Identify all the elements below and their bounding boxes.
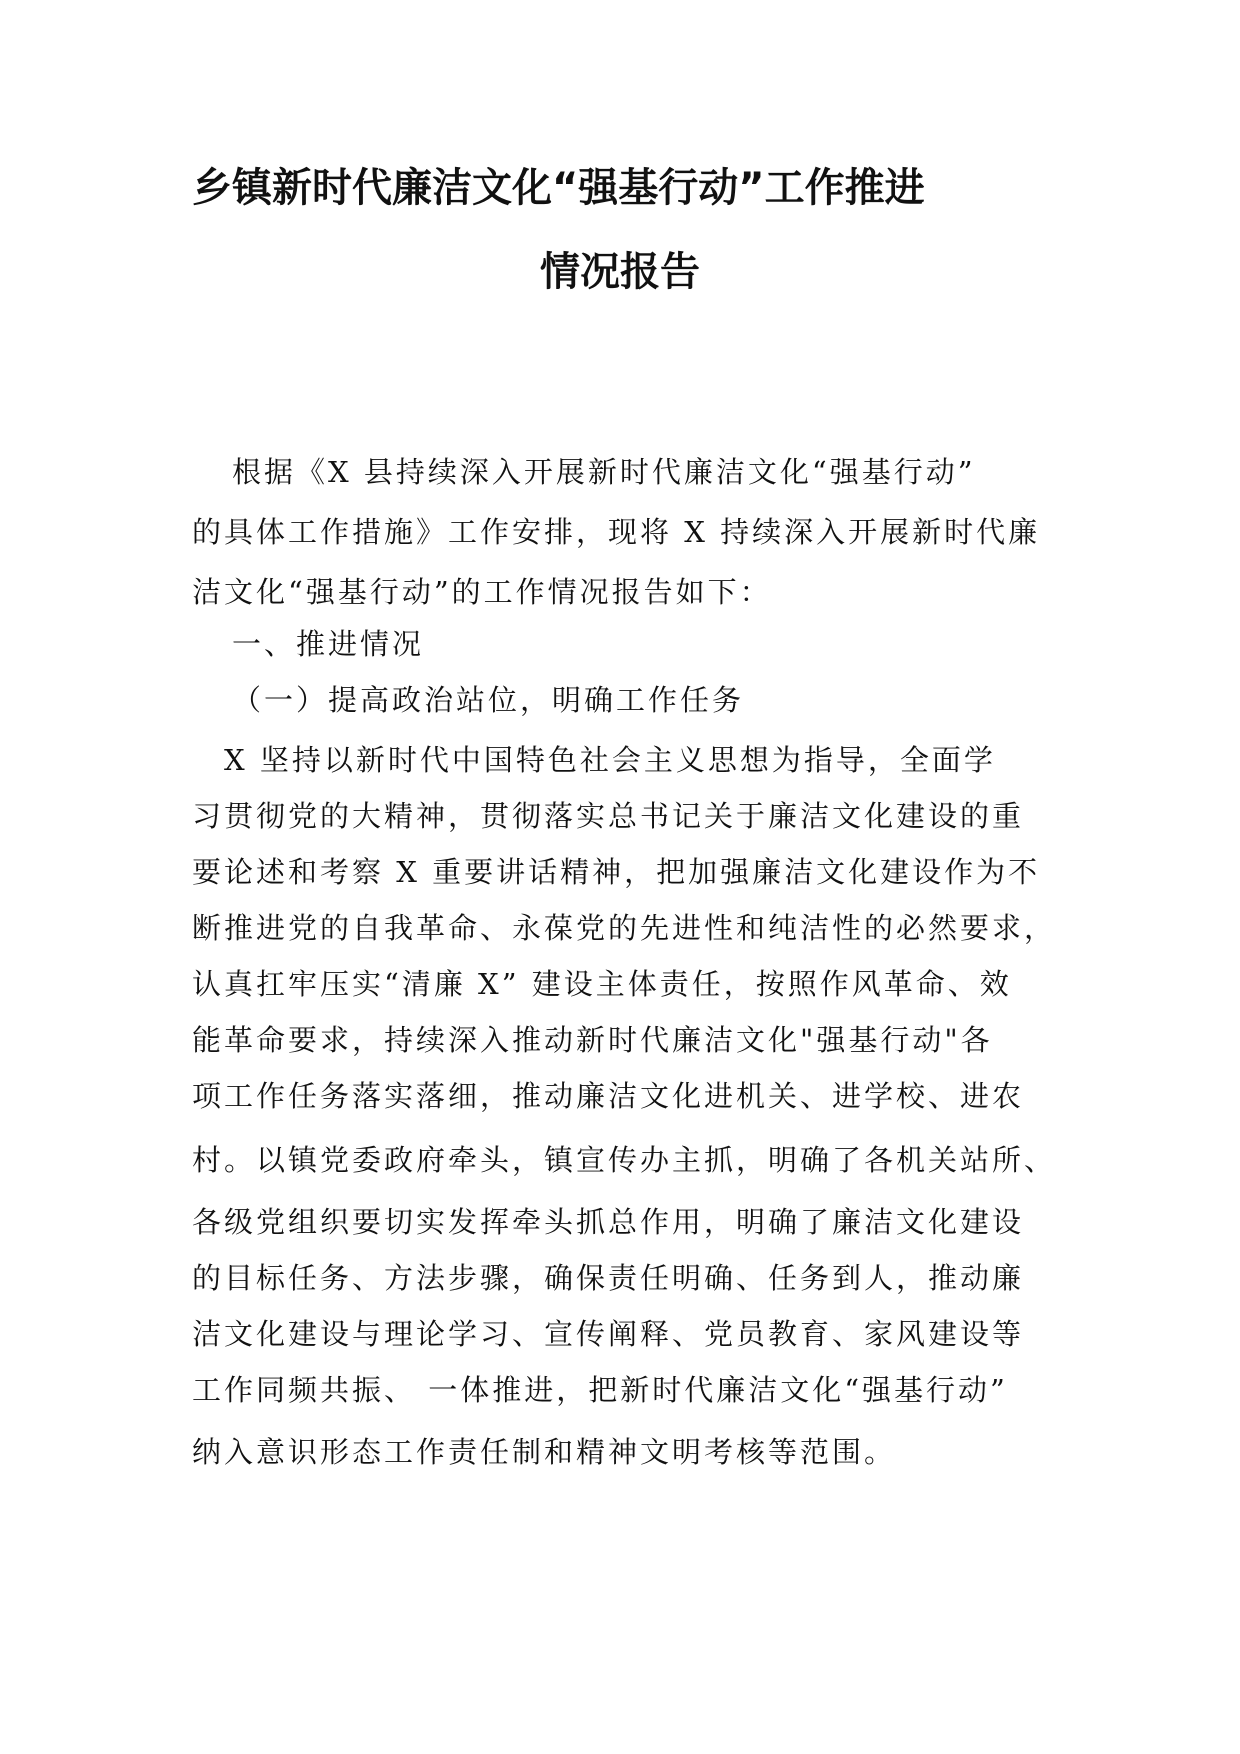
document-title-line-2: 情况报告 — [540, 249, 700, 295]
body-line-1: X 坚持以新时代中国特色社会主义思想为指导，全面学 — [224, 743, 996, 777]
intro-line-3: 洁文化“强基行动”的工作情况报告如下： — [192, 575, 772, 609]
section-heading: 一、推进情况 — [232, 627, 425, 661]
body-line-6: 能革命要求，持续深入推动新时代廉洁文化"强基行动"各 — [192, 1023, 993, 1057]
body-line-5: 认真扛牢压实“清廉 X” 建设主体责任，按照作风革命、效 — [192, 967, 1012, 1001]
intro-line-2: 的具体工作措施》工作安排，现将 X 持续深入开展新时代廉 — [192, 515, 1041, 549]
body-line-7: 项工作任务落实落细，推动廉洁文化进机关、进学校、进农 — [192, 1079, 1025, 1113]
body-line-4: 断推进党的自我革命、永葆党的先进性和纯洁性的必然要求， — [192, 911, 1057, 945]
subsection-heading: （一）提高政治站位，明确工作任务 — [232, 683, 745, 717]
intro-line-1: 根据《X 县持续深入开展新时代廉洁文化“强基行动” — [232, 455, 976, 489]
document-title-line-1: 乡镇新时代廉洁文化“强基行动”工作推进 — [192, 165, 925, 211]
body-line-12: 工作同频共振、 一体推进，把新时代廉洁文化“强基行动” — [192, 1373, 1008, 1407]
body-line-9: 各级党组织要切实发挥牵头抓总作用，明确了廉洁文化建设 — [192, 1205, 1025, 1239]
body-line-2: 习贯彻党的大精神，贯彻落实总书记关于廉洁文化建设的重 — [192, 799, 1025, 833]
body-line-10: 的目标任务、方法步骤，确保责任明确、任务到人，推动廉 — [192, 1261, 1025, 1295]
body-line-11: 洁文化建设与理论学习、宣传阐释、党员教育、家风建设等 — [192, 1317, 1025, 1351]
body-line-3: 要论述和考察 X 重要讲话精神，把加强廉洁文化建设作为不 — [192, 855, 1041, 889]
body-line-13: 纳入意识形态工作责任制和精神文明考核等范围。 — [192, 1435, 897, 1469]
body-line-8: 村。以镇党委政府牵头，镇宣传办主抓，明确了各机关站所、 — [192, 1143, 1057, 1177]
